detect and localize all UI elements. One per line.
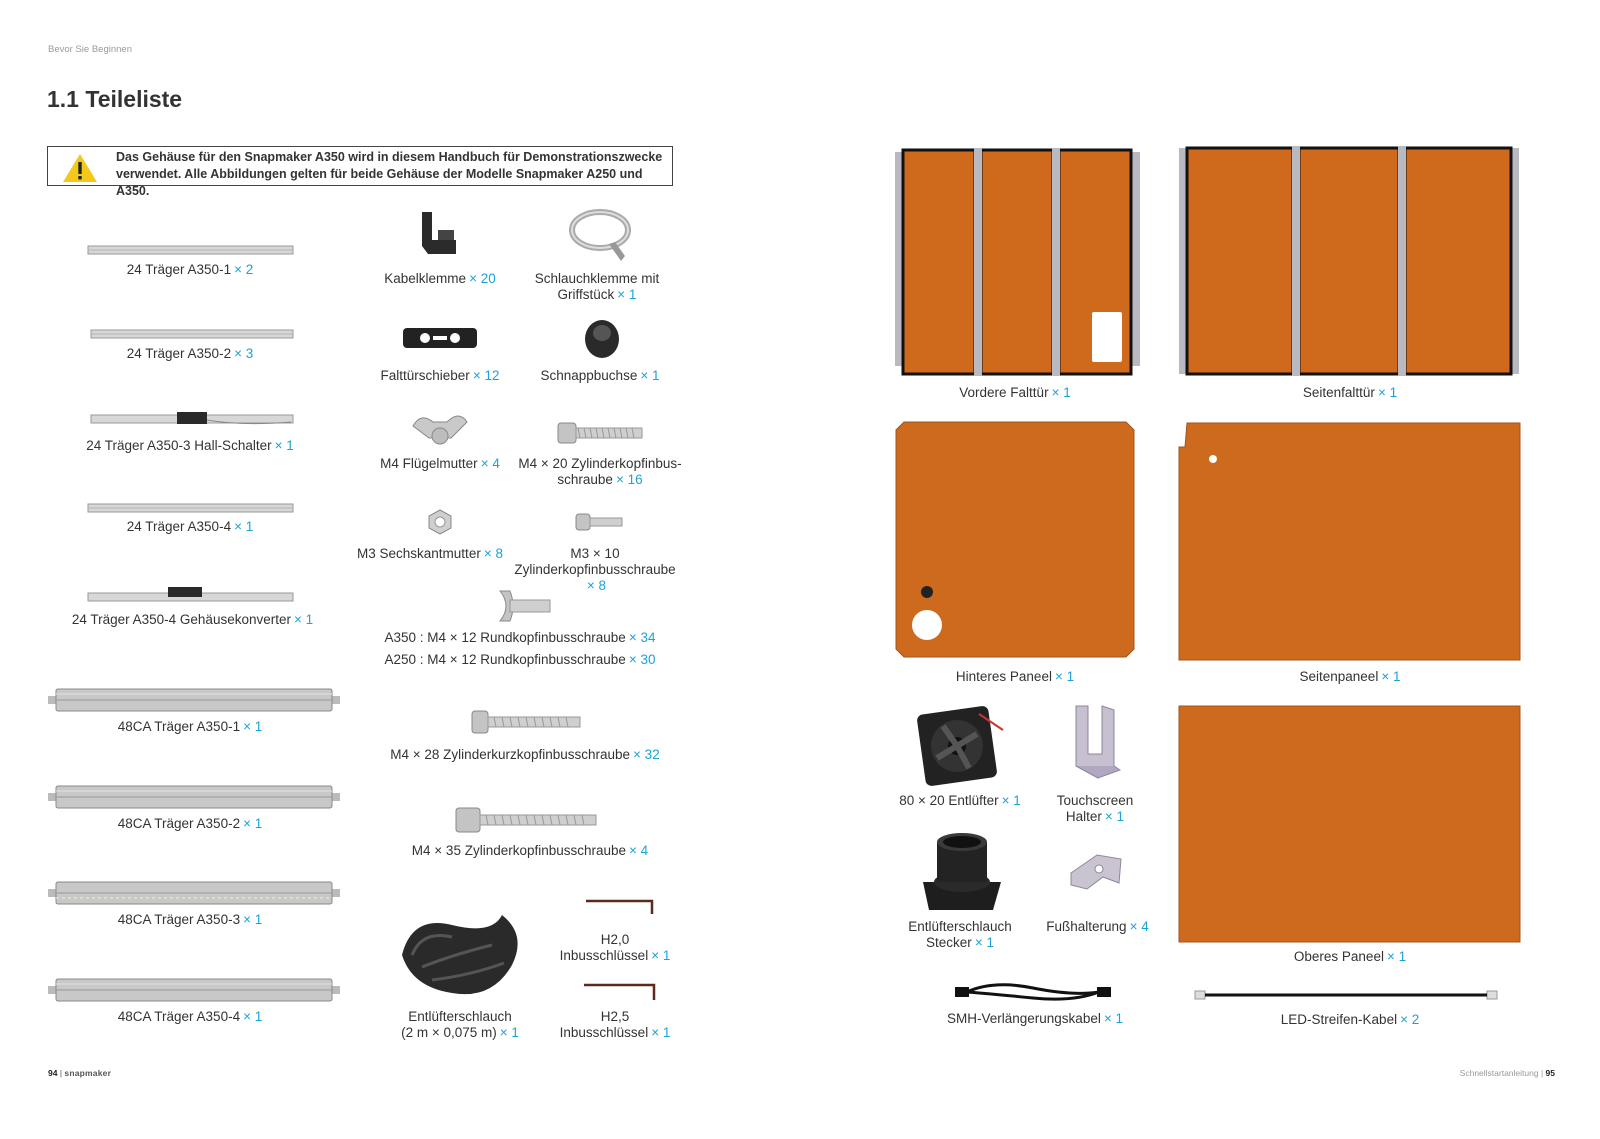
part-label: 48CA Träger A350-1 × 1 <box>117 719 263 734</box>
m4x35-screw-image <box>456 806 598 834</box>
part-label: 24 Träger A350-4 Gehäusekonverter × 1 <box>71 612 314 627</box>
part-label: 24 Träger A350-3 Hall-Schalter × 1 <box>86 438 294 453</box>
beam-24-a350-4-converter-image <box>88 585 293 603</box>
part-label: 24 Träger A350-4 × 1 <box>126 519 254 534</box>
beam-48ca-a350-4-image <box>48 978 340 1002</box>
part-label: H2,0 Inbusschlüssel × 1 <box>559 932 671 963</box>
part-label: 48CA Träger A350-2 × 1 <box>117 816 263 831</box>
part-label: M4 × 35 Zylinderkopfinbusschraube × 4 <box>411 843 649 858</box>
part-label: M4 × 28 Zylinderkurzkopfinbusschraube × 32 <box>390 747 660 762</box>
warning-line-1: Das Gehäuse für den Snapmaker A350 wird in diesem Handbuch für Demonstrationszwecke <box>116 150 663 164</box>
hose-clamp-image <box>569 206 631 264</box>
smh-extension-cable-image <box>953 978 1113 1006</box>
beam-24-a350-2-image <box>91 328 293 340</box>
hex-nut-image <box>427 509 453 535</box>
part-label: H2,5 Inbusschlüssel × 1 <box>559 1009 671 1040</box>
part-label: Schlauchklemme mit Griffstück × 1 <box>534 271 660 302</box>
led-strip-cable-image <box>1195 989 1497 1001</box>
folding-door-slider-image <box>403 324 477 352</box>
vent-hose-image <box>392 905 532 1001</box>
part-label: 24 Träger A350-2 × 3 <box>126 346 254 361</box>
breadcrumb: Bevor Sie Beginnen <box>48 44 132 55</box>
beam-24-a350-4-image <box>88 502 293 514</box>
part-label: A350 : M4 × 12 Rundkopfinbusschraube × 34 <box>384 630 656 645</box>
part-label: Oberes Paneel × 1 <box>1293 949 1407 964</box>
part-label: M4 × 20 Zylinderkopfinbus- schraube × 16 <box>518 456 682 487</box>
side-folding-door-image <box>1179 146 1519 378</box>
brand-logo: snapmaker <box>64 1068 112 1078</box>
part-label: Hinteres Paneel × 1 <box>955 669 1075 684</box>
footer-right <box>1460 1068 1555 1078</box>
top-panel-image <box>1179 706 1520 942</box>
vent-hose-connector-image <box>919 830 1005 912</box>
m4x12-button-screw-image <box>496 589 554 623</box>
part-label: Seitenfalttür × 1 <box>1302 385 1398 400</box>
rear-panel-image <box>896 422 1134 657</box>
page-number-right: 95 <box>1545 1068 1555 1078</box>
m4x28-screw-image <box>472 709 582 735</box>
warning-text <box>116 149 676 200</box>
part-label: Vordere Falttür × 1 <box>959 385 1071 400</box>
hex-key-2-5-image <box>582 982 658 1002</box>
part-label: Falttürschieber × 12 <box>380 368 500 383</box>
part-label: Schnappbuchse × 1 <box>540 368 660 383</box>
fan-image <box>919 704 1005 784</box>
part-label: 48CA Träger A350-4 × 1 <box>117 1009 263 1024</box>
hex-key-2-0-image <box>584 898 656 916</box>
warning-line-2: verwendet. Alle Abbildungen gelten für beide Gehäuse der Modelle Snapmaker A250 und A350. <box>116 167 643 198</box>
part-label: M3 Sechskantmutter × 8 <box>357 546 503 561</box>
part-label: Entlüfterschlauch Stecker × 1 <box>908 919 1012 950</box>
m3x10-screw-image <box>576 513 624 531</box>
part-label: Entlüfterschlauch (2 m × 0,075 m) × 1 <box>401 1009 519 1040</box>
part-label: 48CA Träger A350-3 × 1 <box>117 912 263 927</box>
foot-bracket-image <box>1067 847 1125 897</box>
wing-nut-image <box>411 408 469 448</box>
beam-24-a350-1-image <box>88 244 293 256</box>
beam-24-a350-3-hall-image <box>91 410 293 426</box>
beam-48ca-a350-3-image <box>48 881 340 905</box>
front-folding-door-image <box>895 148 1140 378</box>
page-number-left: 94 <box>48 1068 58 1078</box>
part-label: M3 × 10 Zylinderkopfinbusschraube × 8 <box>514 546 676 593</box>
page-title: 1.1 Teileliste <box>47 86 183 112</box>
part-label: LED-Streifen-Kabel × 2 <box>1280 1012 1420 1027</box>
footer-left: 94 | snapmaker <box>48 1068 112 1078</box>
part-label: Seitenpaneel × 1 <box>1299 669 1401 684</box>
part-label: SMH-Verlängerungskabel × 1 <box>947 1011 1123 1026</box>
snap-bushing-image <box>582 317 622 361</box>
touchscreen-holder-image <box>1068 704 1124 780</box>
part-label: M4 Flügelmutter × 4 <box>380 456 500 471</box>
part-label: Touchscreen Halter × 1 <box>1056 793 1134 824</box>
cable-clip-image <box>418 210 460 256</box>
part-label: Kabelklemme × 20 <box>384 271 496 286</box>
m4x20-screw-image <box>558 421 644 445</box>
part-label: A250 : M4 × 12 Rundkopfinbusschraube × 30 <box>384 652 656 667</box>
part-label: Fußhalterung × 4 <box>1046 919 1149 934</box>
part-label: 80 × 20 Entlüfter × 1 <box>899 793 1021 808</box>
footer-guide-title: Schnellstartanleitung | <box>1459 1068 1544 1078</box>
warning-triangle-icon <box>62 153 98 183</box>
side-panel-image <box>1179 423 1520 660</box>
part-label: 24 Träger A350-1 × 2 <box>126 262 254 277</box>
beam-48ca-a350-2-image <box>48 785 340 809</box>
beam-48ca-a350-1-image <box>48 688 340 712</box>
